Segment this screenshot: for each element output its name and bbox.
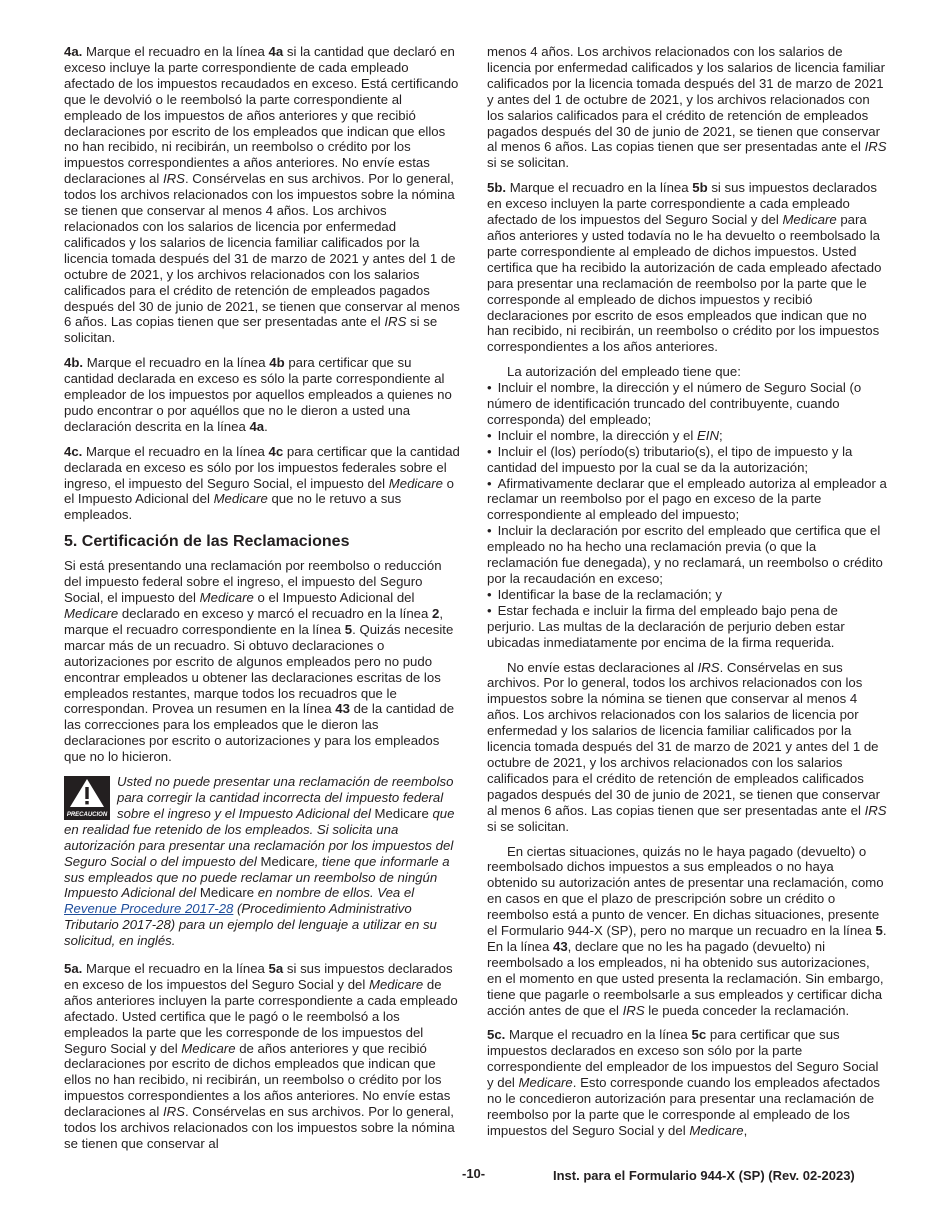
paragraph-4c: 4c. Marque el recuadro en la línea 4c para certificar que la cantidad declarada en exceso es sólo por los impuestos federales sobre el ingreso, el impuesto del Seguro Social, el impuesto del Medicare o el Impuesto Adicional del Medicare que no le retuvo a sus empleados. xyxy=(64,443,460,523)
list-item: • Identificar la base de la reclamación; y xyxy=(487,587,887,603)
authorization-list xyxy=(487,380,887,650)
paragraph-situaciones: En ciertas situaciones, quizás no le haya pagado (devuelto) o reembolsado dichos impuestos a sus empleados o no haya obtenido su autorización antes de presentar una reclamación, como en casos en que el plazo de prescripción sobre un crédito o reembolso está a punto de vencer. En dichas situaciones, presente el Formulario 944-X (SP), pero no marque un recuadro en la línea 5. En la línea 43, declare que no les ha pagado (devuelto) ni reembolsado a los empleados, ni ha obtenido sus autorizaciones, en el momento en que usted presenta la reclamación. Sin embargo, tiene que pagarle o reembolsarle a sus empleados y certificar dicha acción antes de que el IRS le pueda conceder la reclamación. xyxy=(487,843,887,1018)
section-5-title: 5. Certificación de las Reclamaciones xyxy=(64,533,350,551)
left-column xyxy=(64,44,460,1161)
list-item: • Incluir la declaración por escrito del empleado que certifica que el empleado no ha hecho una reclamación previa (o que la reclamación fue denegada), y no reclamará, un reembolso o crédito por la recaudación en exceso; xyxy=(487,523,887,587)
paragraph-5c: 5c. Marque el recuadro en la línea 5c para certificar que sus impuestos declarados en exceso son sólo por la parte correspondiente del empleador de los impuestos del Seguro Social y del Medicare. Esto corresponde cuando los empleados afectados no le concedieron autorización para presentar una reclamación de reembolso por la parte que le corresponde al empleado de los impuestos del Seguro Social y del Medicare, xyxy=(487,1027,880,1138)
right-column xyxy=(487,44,887,1148)
section-5-intro: Si está presentando una reclamación por reembolso o reducción del impuesto federal sobre el ingreso, el impuesto del Seguro Social, el impuesto del Medicare o el Impuesto Adicional del Medicare declarado en exceso y marcó el recuadro en la línea 2, marque el recuadro correspondiente en la línea 5. Quizás necesite marcar más de un recuadro. Si obtuvo declaraciones o autorizaciones por escrito de algunos empleados pero no pudo encontrar empleados u obtener las declaraciones escritas de los empleados restantes, marque todos los recuadros que le correspondan. Provea un resumen en la línea 43 de la cantidad de las correcciones para los empleados que le dieron las declaraciones por escrito o autorizaciones y para los empleados que no lo hicieron. xyxy=(64,558,455,765)
list-item: • Afirmativamente declarar que el empleado autoriza al empleador a reclamar un reembolso por el pago en exceso de la parte correspondiente al empleado del impuesto; xyxy=(487,476,887,524)
authorization-intro: La autorización del empleado tiene que: xyxy=(507,364,741,380)
revenue-procedure-link[interactable]: Revenue Procedure 2017-28 xyxy=(64,901,234,917)
paragraph-no-envie: No envíe estas declaraciones al IRS. Consérvelas en sus archivos. Por lo general, todos los archivos relacionados con los impuestos sobre la nómina se tienen que conservar al menos 4 años. Los archivos relacionados con los salarios de licencia por enfermedad y los salarios de licencia familiar calificados por la licencia tomada después del 31 de marzo de 2021 y antes del 1 de octubre de 2021, y los archivos relacionados con los salarios calificados para el crédito de retención de empleados calificados pagados después del 30 de junio de 2021, se tienen que conservar al menos 6 años. Las copias tienen que ser presentadas ante el IRS si se solicitan. xyxy=(487,659,887,834)
paragraph-5a-continued: menos 4 años. Los archivos relacionados con los salarios de licencia por enfermedad calificados y los salarios de licencia familiar calificados por la licencia tomada después del 31 de marzo de 2021 y antes del 1 de octubre de 2021, y los archivos relacionados con los salarios calificados para el crédito de retención de empleados pagados después del 30 de junio de 2021, se tienen que conservar al menos 6 años. Las copias tienen que ser presentadas ante el IRS si se solicitan. xyxy=(487,44,887,171)
list-item: • Incluir el (los) período(s) tributario(s), el tipo de impuesto y la cantidad del impuesto por la cual se da la autorización; xyxy=(487,444,887,476)
form-title-footer: Inst. para el Formulario 944-X (SP) (Rev. 02-2023) xyxy=(553,1168,855,1183)
list-item: • Incluir el nombre, la dirección y el EIN; xyxy=(487,428,887,444)
caution-icon xyxy=(64,776,110,820)
paragraph-4b: 4b. Marque el recuadro en la línea 4b para certificar que su cantidad declarada en exceso es sólo la parte correspondiente al empleador de los impuestos por aquellos empleados a quienes no pudo encontrar o por aquéllos que no le dieron a usted una declaración descrita en la línea 4a. xyxy=(64,355,452,434)
list-item: • Estar fechada e incluir la firma del empleado bajo pena de perjurio. Las multas de la declaración de perjurio deben estar ubicadas inmediatamente por encima de la firma requerida. xyxy=(487,603,887,651)
paragraph-5a: 5a. Marque el recuadro en la línea 5a si sus impuestos declarados en exceso de los impuestos del Seguro Social y del Medicare de años anteriores incluyen la parte correspondiente a cada empleado afectado. Usted certifica que le pagó o le reembolsó a los empleados la parte que les corresponde de los impuestos del Seguro Social y del Medicare de años anteriores y que recibió declaraciones por escrito de dichos empleados que indican que ellos no han recibido, ni recibirán, un reembolso o crédito por los impuestos correspondientes a los años anteriores. No envíe estas declaraciones al IRS. Consérvelas en sus archivos. Por lo general, todos los archivos relacionados con los impuestos sobre la nómina se tienen que conservar al xyxy=(64,961,458,1151)
page-number: -10- xyxy=(462,1166,486,1181)
paragraph-4a: 4a. Marque el recuadro en la línea 4a si la cantidad que declaró en exceso incluye la parte correspondiente de cada empleado afectado de los impuestos recaudados en exceso. Está certificando que le devolvió o le reembolsó la parte correspondiente al empleado de los impuestos de años anteriores y que recibió declaraciones por escrito de los empleados que indican que ellos no han recibido, ni recibirán, un reembolso o crédito por los impuestos correspondientes a años anteriores. No envíe estas declaraciones al IRS. Consérvelas en sus archivos. Por lo general, todos los archivos relacionados con los impuestos sobre la nómina se tienen que conservar al menos 4 años. Los archivos relacionados con los salarios de licencia por enfermedad calificados y los salarios de licencia familiar calificados por la licencia tomada después del 31 de marzo de 2021 y antes del 1 de octubre de 2021, y los archivos relacionados con los salarios calificados para el crédito de retención de empleados pagados después del 30 de junio de 2021, se tienen que conservar al menos 6 años. Las copias tienen que ser presentadas ante el IRS si se solicitan. xyxy=(64,44,460,346)
list-item: • Incluir el nombre, la dirección y el número de Seguro Social (o número de identificación truncado del contribuyente, cuando corresponda) del empleado; xyxy=(487,380,887,428)
paragraph-5b: 5b. Marque el recuadro en la línea 5b si sus impuestos declarados en exceso incluyen la parte correspondiente a cada empleado afectado de los impuestos del Seguro Social y del Medicare para años anteriores y usted todavía no le ha devuelto o reembolsado la parte correspondiente al empleado de dichos impuestos. Usted certifica que ha recibido la autorización de cada empleado afectado para presentar una reclamación de reembolso por la parte que le corresponde al empleado de dichos impuestos y recibió declaraciones por escrito de esos empleados que indican que no han recibido, ni recibirán, un reembolso o crédito por los impuestos correspondientes a los años anteriores. xyxy=(487,180,882,355)
caution-note: PRECAUCION Usted no puede presentar una reclamación de reembolso para corregir la cantidad incorrecta del impuesto federal sobre el ingreso y el Impuesto Adicional del Medicare que en realidad fue retenido de los empleados. Si solicita una autorización para presentar una reclamación por los impuestos del Seguro Social o del impuesto del Medicare, tiene que informarle a sus empleados que no puede reclamar un reembolso de ningún Impuesto Adicional del Medicare en nombre de ellos. Vea el Revenue Procedure 2017-28 (Procedimiento Administrativo Tributario 2017-28) para un ejemplo del lenguaje a utilizar en su solicitud, en inglés. xyxy=(64,774,455,949)
caution-icon-label: PRECAUCION xyxy=(66,812,108,819)
